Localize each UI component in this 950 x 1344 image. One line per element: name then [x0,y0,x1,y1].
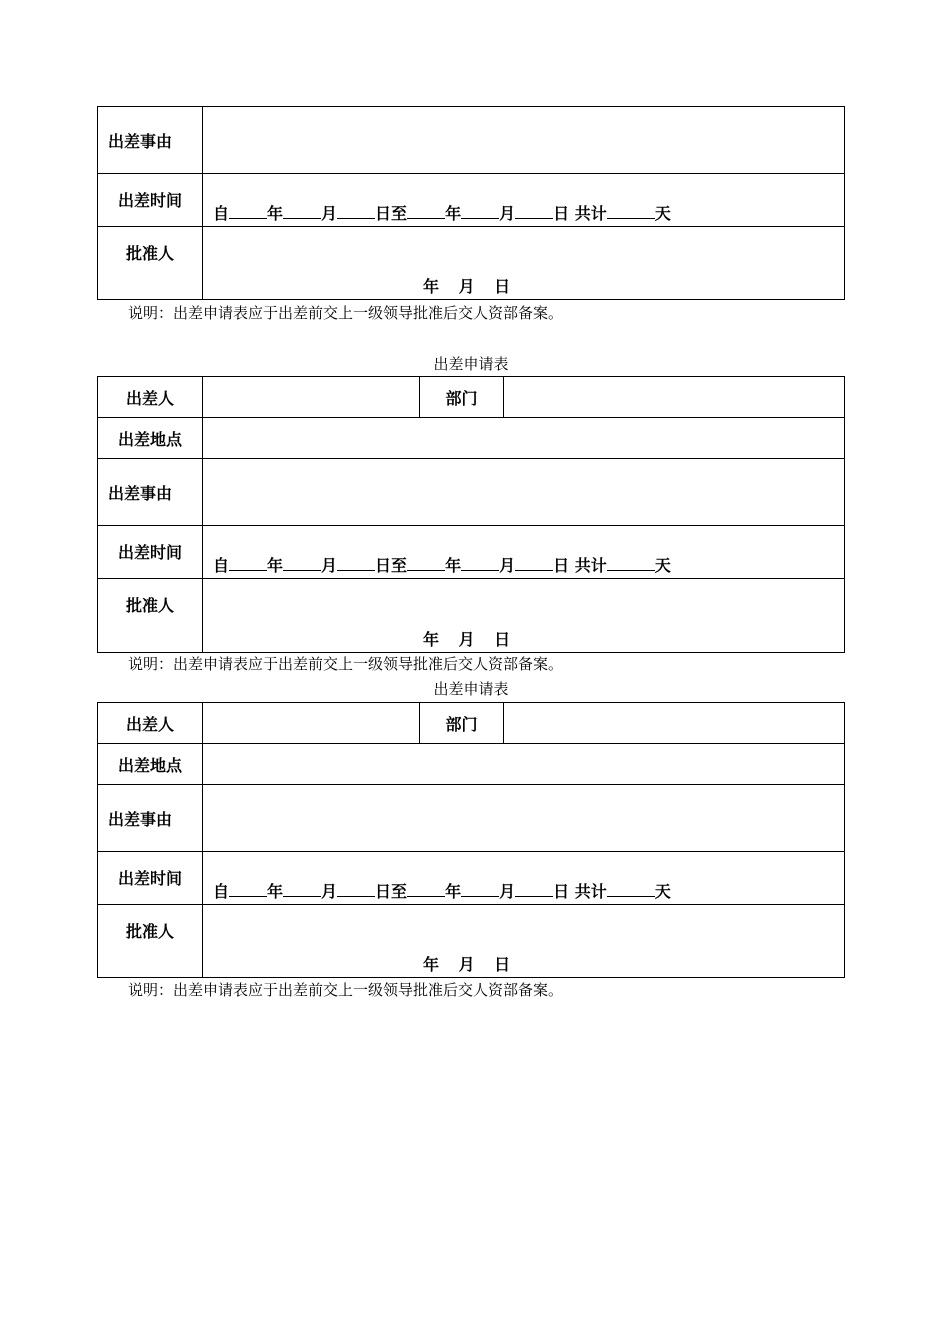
location-label: 出差地点 [98,418,203,459]
form-note-2: 说明：出差申请表应于出差前交上一级领导批准后交人资部备案。 [128,655,564,673]
form-note-1: 说明：出差申请表应于出差前交上一级领导批准后交人资部备案。 [128,304,564,322]
approve-date: 年 月 日 [423,955,511,974]
time-label: 出差时间 [98,852,203,905]
reason-field[interactable] [203,785,845,852]
reason-label: 出差事由 [98,107,203,174]
approver-label: 批准人 [98,579,203,653]
location-field[interactable] [203,418,845,459]
approver-field[interactable] [203,905,845,978]
traveler-label: 出差人 [98,377,203,418]
travel-form-1 [97,106,845,300]
traveler-label: 出差人 [98,703,203,744]
department-field[interactable] [504,703,845,744]
approver-field[interactable] [203,579,845,653]
form-note-3: 说明：出差申请表应于出差前交上一级领导批准后交人资部备案。 [128,981,564,999]
reason-label: 出差事由 [98,459,203,526]
reason-field[interactable] [203,107,845,174]
travel-form-3 [97,702,845,978]
time-label: 出差时间 [98,174,203,227]
location-field[interactable] [203,744,845,785]
department-label: 部门 [420,703,504,744]
traveler-field[interactable] [203,377,420,418]
reason-label: 出差事由 [98,785,203,852]
approve-date: 年 月 日 [423,630,511,649]
traveler-field[interactable] [203,703,420,744]
time-field[interactable]: 自 年 月 日至 年 月 日 共计 天 [203,174,845,227]
approve-date: 年 月 日 [423,277,511,296]
form-title-3: 出差申请表 [433,680,509,698]
time-label: 出差时间 [98,526,203,579]
travel-form-2 [97,376,845,653]
department-label: 部门 [420,377,504,418]
approver-field[interactable] [203,227,845,300]
approver-label: 批准人 [98,905,203,978]
location-label: 出差地点 [98,744,203,785]
time-field[interactable]: 自 年 月 日至 年 月 日 共计 天 [203,526,845,579]
approver-label: 批准人 [98,227,203,300]
reason-field[interactable] [203,459,845,526]
form-title-2: 出差申请表 [433,355,509,373]
department-field[interactable] [504,377,845,418]
time-field[interactable]: 自 年 月 日至 年 月 日 共计 天 [203,852,845,905]
